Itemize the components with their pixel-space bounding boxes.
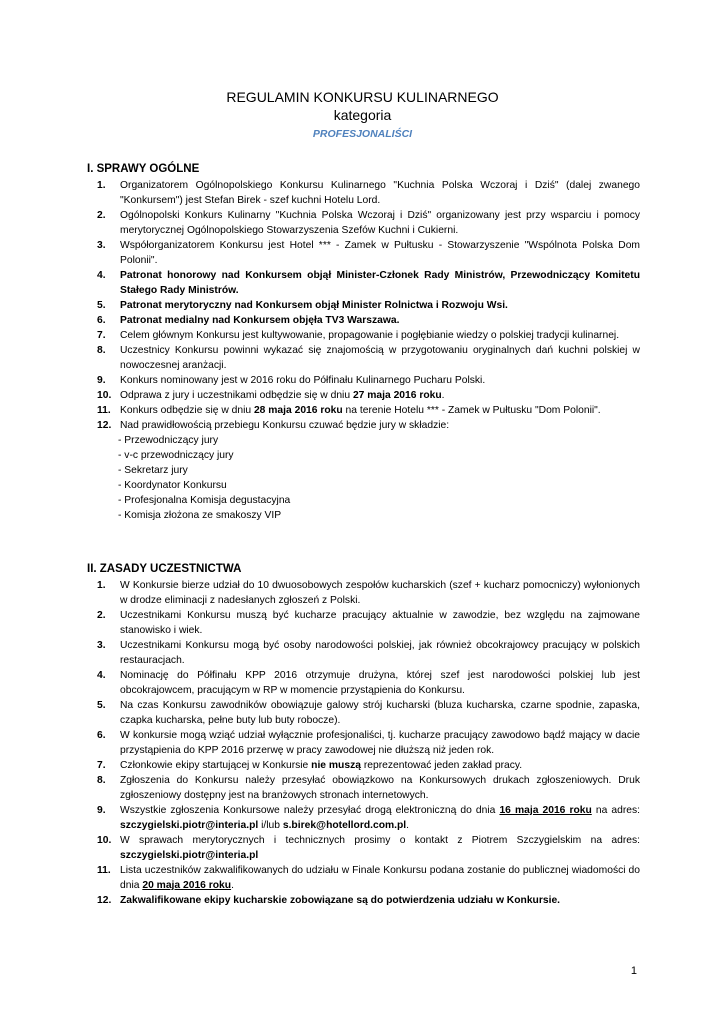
jury-member: - Koordynator Konkursu xyxy=(118,480,227,491)
list-item: 7. Członkowie ekipy startującej w Konkursie nie muszą reprezentować jeden zakład pracy. xyxy=(97,760,523,771)
list-item: 11. Lista uczestników zakwalifikowanych do udziału w Finale Konkursu podana zostanie do publicznej wiadomości do dnia 20 maja 2016 roku. xyxy=(97,865,640,891)
list-item: 11. Konkurs odbędzie się w dniu 28 maja 2016 roku na terenie Hotelu *** - Zamek w Pułtusku "Dom Polonii". xyxy=(97,405,601,416)
list-item: 6. Patronat medialny nad Konkursem objęła TV3 Warszawa. xyxy=(97,315,400,326)
section-heading-participation: II. ZASADY UCZESTNICTWA xyxy=(87,563,242,575)
list-item: 12. Nad prawidłowością przebiegu Konkursu czuwać będzie jury w składzie: - Przewodniczący jury - v-c przewodniczący jury - Sekretarz jury - Koordynator Konkursu - Profesjonalna Komisja degustacyjna - Komisja złożona ze smakoszy VIP xyxy=(87,418,640,523)
jury-list xyxy=(87,433,640,523)
jury-member: - Przewodniczący jury xyxy=(118,435,219,446)
list-item: 2. Uczestnikami Konkursu muszą być kucharze pracujący aktualnie w zawodzie, bez względu na zajmowane stanowisko i wiek. xyxy=(97,610,640,636)
list-item: 9. Wszystkie zgłoszenia Konkursowe należy przesyłać drogą elektroniczną do dnia 16 maja 2016 roku na adres: szczygielski.piotr@interia.pl i/lub s.birek@hotellord.com.pl. xyxy=(97,805,640,831)
title-block xyxy=(0,88,725,142)
document-subtitle: kategoria xyxy=(333,107,392,123)
list-item: 12. Zakwalifikowane ekipy kucharskie zobowiązane są do potwierdzenia udziału w Konkursie. xyxy=(97,895,561,906)
list-item: 8. Zgłoszenia do Konkursu należy przesyłać obowiązkowo na Konkursowych drukach zgłoszeniowych. Druk zgłoszeniowy dostępny jest na branżowych stronach internetowych. xyxy=(97,775,640,801)
list-item: 5. Patronat merytoryczny nad Konkursem objął Minister Rolnictwa i Rozwoju Wsi. xyxy=(97,300,508,311)
email-link-contact[interactable]: szczygielski.piotr@interia.pl xyxy=(120,850,259,861)
jury-member: - v-c przewodniczący jury xyxy=(118,450,234,461)
list-item: 4. Nominację do Półfinału KPP 2016 otrzymuje drużyna, której szef jest narodowości polskiej lub jest obcokrajowcem, pracującym w RP w momencie przystąpienia do Konkursu. xyxy=(97,670,640,696)
list-item: 3. Uczestnikami Konkursu mogą być osoby narodowości polskiej, jak również obcokrajowcy pracujący w polskich restauracjach. xyxy=(97,640,640,666)
participation-rules-list xyxy=(87,578,640,908)
jury-member: - Sekretarz jury xyxy=(118,465,188,476)
jury-member: - Profesjonalna Komisja degustacyjna xyxy=(118,495,291,506)
deadline-results: 20 maja 2016 roku xyxy=(142,880,232,891)
document-title: REGULAMIN KONKURSU KULINARNEGO xyxy=(226,89,499,105)
page-number: 1 xyxy=(630,965,637,977)
list-item: 2. Ogólnopolski Konkurs Kulinarny "Kuchnia Polska Wczoraj i Dziś" organizowany jest przy wsparciu i pomocy merytorycznej Ogólnopolskiego Stowarzyszenia Szefów Kuchni i Cukierni. xyxy=(97,210,640,236)
date-contest: 28 maja 2016 roku xyxy=(253,405,343,416)
list-item: 6. W konkursie mogą wziąć udział wyłącznie profesjonaliści, tj. kucharze pracujący zawodowo bądź mający w dacie przystąpienia do KPP 2016 przerwę w pracy zawodowej nie dłuższą niż jeden rok. xyxy=(97,730,640,756)
list-item: 1. Organizatorem Ogólnopolskiego Konkursu Kulinarnego "Kuchnia Polska Wczoraj i Dziś" (dalej zwanego "Konkursem") jest Stefan Birek - szef kuchni Hotelu Lord. xyxy=(97,180,640,206)
section-general xyxy=(87,161,640,523)
list-item: 9. Konkurs nominowany jest w 2016 roku do Półfinału Kulinarnego Pucharu Polski. xyxy=(97,375,486,386)
list-item: 1. W Konkursie bierze udział do 10 dwuosobowych zespołów kucharskich (szef + kucharz pomocniczy) wyłonionych w drodze eliminacji z nadesłanych zgłoszeń z Polski. xyxy=(97,580,640,606)
email-link-birek[interactable]: s.birek@hotellord.com.pl xyxy=(282,820,407,831)
section-participation xyxy=(87,561,640,908)
list-item: 4. Patronat honorowy nad Konkursem objął Minister-Członek Rady Ministrów, Przewodniczący Komitetu Stałego Rady Ministrów. xyxy=(97,270,640,296)
list-item: 3. Współorganizatorem Konkursu jest Hotel *** - Zamek w Pułtusku - Stowarzyszenie "Wspólnota Polska Dom Polonii". xyxy=(97,240,640,266)
list-item: 7. Celem głównym Konkursu jest kultywowanie, propagowanie i pogłębianie wiedzy o polskiej tradycji kulinarnej. xyxy=(97,330,620,341)
deadline-applications: 16 maja 2016 roku xyxy=(499,805,592,816)
list-item: 5. Na czas Konkursu zawodników obowiązuje galowy strój kucharski (bluza kucharska, czarne spodnie, zapaska, czapka kucharska, pełne buty lub buty robocze). xyxy=(97,700,640,726)
jury-member: - Komisja złożona ze smakoszy VIP xyxy=(118,510,282,521)
general-rules-list xyxy=(87,178,640,523)
emphasis-not-required: nie muszą xyxy=(311,760,361,771)
list-item: 10. Odprawa z jury i uczestnikami odbędzie się w dniu 27 maja 2016 roku. xyxy=(97,390,445,401)
section-heading-general: I. SPRAWY OGÓLNE xyxy=(87,163,200,175)
date-briefing: 27 maja 2016 roku xyxy=(352,390,442,401)
email-link-szczygielski[interactable]: szczygielski.piotr@interia.pl xyxy=(120,820,259,831)
list-item: 8. Uczestnicy Konkursu powinni wykazać się znajomością w przygotowaniu oryginalnych dań kuchni polskiej w nowoczesnej aranżacji. xyxy=(97,345,640,371)
list-item: 10. W sprawach merytorycznych i technicznych prosimy o kontakt z Piotrem Szczygielskim na adres: szczygielski.piotr@interia.pl xyxy=(97,835,640,861)
category-label: PROFESJONALIŚCI xyxy=(312,128,413,140)
